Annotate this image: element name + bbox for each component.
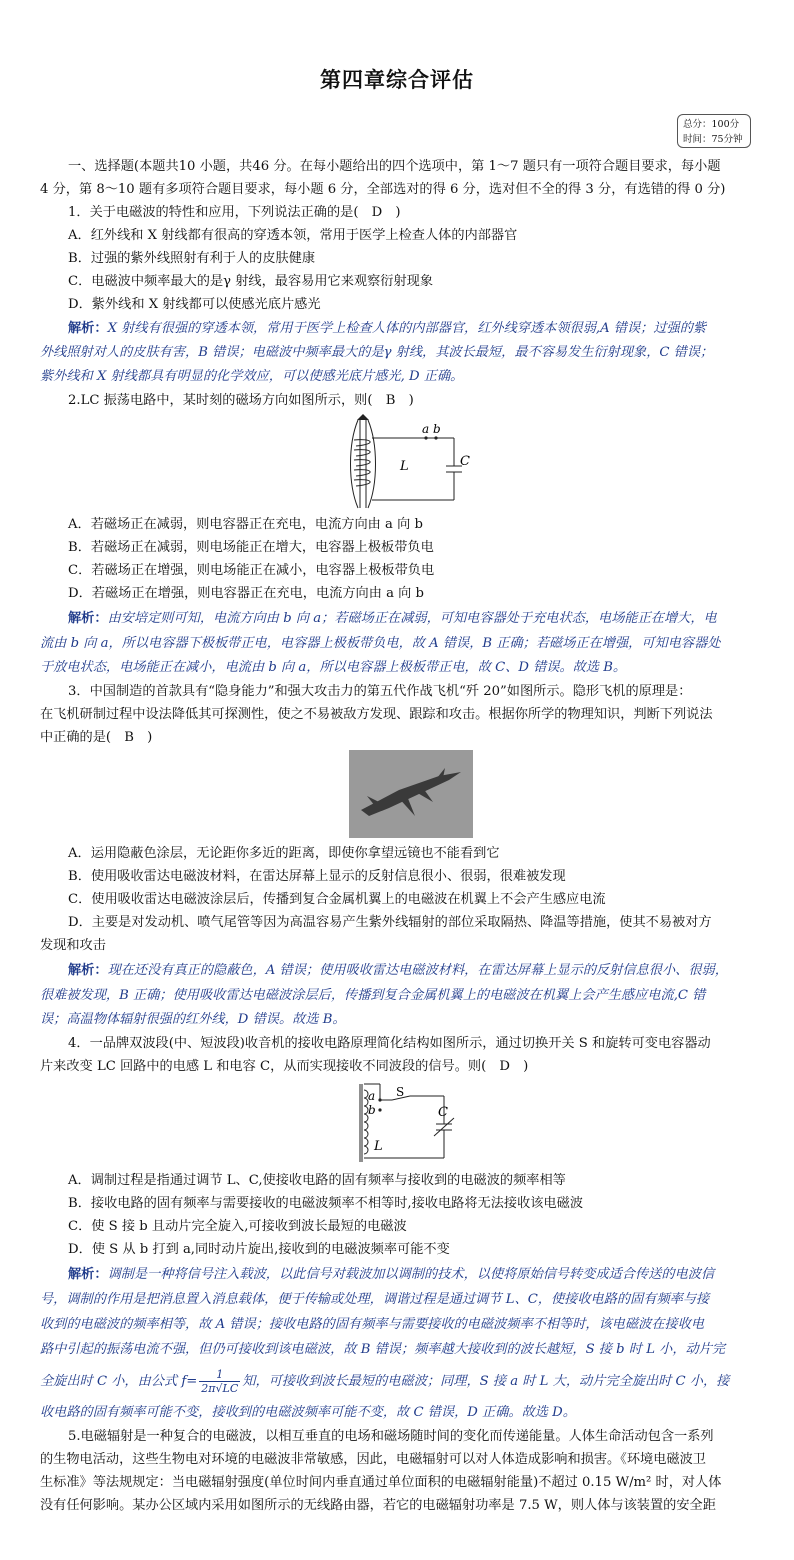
q1-explanation-line1: 解析：X 射线有很强的穿透本领，常用于医学上检查人体的内部器官，红外线穿透本领很弱,A 错误；过强的紫	[68, 321, 707, 336]
explain-tag: 解析：	[68, 1267, 108, 1282]
q3-option-d-line1: D．主要是对发动机、喷气尾管等因为高温容易产生紫外线辐射的部位采取隔热、降温等措施，使其不易被对方	[68, 915, 712, 930]
q3-stem-line2: 在飞机研制过程中设法降低其可探测性，使之不易被敌方发现、跟踪和攻击。根据你所学的物理知识，判断下列说法	[40, 707, 713, 722]
q4-stem-line1: 4．一品牌双波段(中、短波段)收音机的接收电路原理简化结构如图所示，通过切换开关 S 和旋转可变电容器动	[68, 1036, 711, 1051]
section-heading-line1: 一、选择题(本题共10 小题，共46 分。在每小题给出的四个选项中，第 1～7 题只有一项符合题目要求，每小题	[68, 159, 721, 174]
q1-stem: 1．关于电磁波的特性和应用，下列说法正确的是( D )	[68, 205, 401, 220]
fig1-label-a: a	[422, 422, 430, 436]
q4-explanation-line3: 收到的电磁波的频率相等，故 A 错误；接收电路的固有频率与需要接收的电磁波频率不相等时，该电磁波在接收电	[40, 1317, 705, 1332]
fig2-label-c: C	[438, 1105, 448, 1120]
section-heading-line2: 4 分，第 8～10 题有多项符合题目要求，每小题 6 分，全部选对的得 6 分，选对但不全的得 3 分，有选错的得 0 分)	[40, 182, 726, 197]
q4-stem-line2: 片来改变 LC 回路中的电感 L 和电容 C，从而实现接收不同波段的信号。则( D )	[40, 1059, 529, 1074]
q3-stem-line3: 中正确的是( B )	[40, 730, 153, 745]
fig1-label-l: L	[400, 459, 409, 474]
fig1-label-c: C	[460, 454, 470, 469]
q4-option-d: D．使 S 从 b 打到 a,同时动片旋出,接收到的电磁波频率可能不变	[68, 1242, 450, 1257]
q2-option-d: D．若磁场正在增强，则电容器正在充电，电流方向由 a 向 b	[68, 586, 424, 601]
score-box	[677, 114, 751, 148]
q4-option-c: C．使 S 接 b 且动片完全旋入,可接收到波长最短的电磁波	[68, 1219, 407, 1234]
lc-circuit-figure-2	[352, 1080, 472, 1166]
total-label: 总分：	[683, 119, 712, 130]
explain-tag: 解析：	[68, 963, 108, 978]
q4-option-b: B．接收电路的固有频率与需要接收的电磁波频率不相等时,接收电路将无法接收该电磁波	[68, 1196, 584, 1211]
q3-option-c: C．使用吸收雷达电磁波涂层后，传播到复合金属机翼上的电磁波在机翼上不会产生感应电流	[68, 892, 606, 907]
fighter-jet-photo	[349, 750, 473, 838]
q3-option-d-line2: 发现和攻击	[40, 938, 106, 953]
explain-tag: 解析：	[68, 611, 108, 626]
q5-stem-line4: 没有任何影响。某办公区域内采用如图所示的无线路由器，若它的电磁辐射功率是 7.5 W，则人体与该装置的安全距	[40, 1498, 716, 1513]
q1-explanation-line3: 紫外线和 X 射线都具有明显的化学效应，可以使感光底片感光, D 正确。	[40, 369, 464, 384]
q3-explanation-line1: 解析：现在还没有真正的隐蔽色，A 错误；使用吸收雷达电磁波材料，在雷达屏幕上显示的反射信息很小、很弱，	[68, 963, 728, 978]
q2-stem: 2.LC 振荡电路中，某时刻的磁场方向如图所示，则( B )	[68, 393, 414, 408]
q2-explanation-line3: 于放电状态，电场能正在减小，电流由 b 向 a，所以电容器上极板带正电，故 C、D 错误。故选 B。	[40, 660, 627, 675]
formula-denominator: 2π√LC	[201, 1382, 239, 1395]
q3-option-b: B．使用吸收雷达电磁波材料，在雷达屏幕上显示的反射信息很小、很弱，很难被发现	[68, 869, 566, 884]
q2-option-c: C．若磁场正在增强，则电场能正在减小，电容器上极板带负电	[68, 563, 435, 578]
q4-explanation-line4: 路中引起的振荡电流不强，但仍可接收到该电磁波，故 B 错误；频率越大接收到的波长越短，S 接 b 时 L 小，动片完	[40, 1342, 726, 1357]
q4-explanation-line1: 解析：调制是一种将信号注入载波，以此信号对载波加以调制的技术，以使将原始信号转变成适合传送的电波信	[68, 1267, 715, 1282]
total-value: 100分	[711, 119, 740, 130]
fig2-label-l: L	[374, 1139, 383, 1154]
fig2-label-b: b	[368, 1103, 376, 1117]
q2-explanation-line2: 流由 b 向 a，所以电容器下极板带正电，电容器上极板带负电，故 A 错误，B 正确；若磁场正在增强，可知电容器处	[40, 636, 721, 651]
time-label: 时间：	[683, 134, 712, 145]
lc-circuit-figure-1	[342, 414, 472, 512]
q5-stem-line2: 的生物电活动，这些生物电对环境的电磁波非常敏感，因此，电磁辐射可以对人体造成影响和损害。《环境电磁波卫	[40, 1452, 706, 1467]
q1-explanation-line2: 外线照射对人的皮肤有害，B 错误；电磁波中频率最大的是γ 射线，其波长最短，最不容易发生衍射现象，C 错误；	[40, 345, 714, 360]
q4-explanation-line5: 全旋出时 C 小，由公式 f= $\frac{1}{2\pi√LC}$ 知，可接收到波长最短的电磁波；同理，S 接 a 时 L 大，动片完全旋出时 C 小，接	[40, 1368, 730, 1395]
q1-option-c: C．电磁波中频率最大的是γ 射线，最容易用它来观察衍射现象	[68, 274, 434, 289]
q5-stem-line3: 生标准》等法规规定：当电磁辐射强度(单位时间内垂直通过单位面积的电磁辐射能量)不超过 0.15 W/m² 时，对人体	[40, 1475, 722, 1490]
q3-stem-line1: 3．中国制造的首款具有“隐身能力”和强大攻击力的第五代作战飞机“歼 20”如图所示。隐形飞机的原理是：	[68, 684, 692, 699]
q1-option-a: A．红外线和 X 射线都有很高的穿透本领，常用于医学上检查人体的内部器官	[68, 228, 518, 243]
fig2-label-s: S	[396, 1085, 405, 1099]
fig1-label-b: b	[433, 422, 441, 436]
q3-explanation-line2: 很难被发现，B 正确；使用吸收雷达电磁波涂层后，传播到复合金属机翼上的电磁波在机翼上会产生感应电流,C 错	[40, 988, 706, 1003]
q1-option-d: D．紫外线和 X 射线都可以使感光底片感光	[68, 297, 321, 312]
time-value: 75分钟	[711, 134, 743, 145]
fig2-label-a: a	[368, 1089, 376, 1103]
formula-fraction	[199, 1368, 240, 1395]
formula-numerator: 1	[199, 1368, 240, 1382]
q4-explanation-line6: 收电路的固有频率可能不变，接收到的电磁波频率可能不变，故 C 错误，D 正确。故选 D。	[40, 1405, 576, 1420]
q3-option-a: A．运用隐蔽色涂层，无论距你多近的距离，即使你拿望远镜也不能看到它	[68, 846, 500, 861]
q2-option-b: B．若磁场正在减弱，则电场能正在增大，电容器上极板带负电	[68, 540, 434, 555]
q2-explanation-line1: 解析：由安培定则可知，电流方向由 b 向 a；若磁场正在减弱，可知电容器处于充电状态，电场能正在增大，电	[68, 611, 717, 626]
q5-stem-line1: 5.电磁辐射是一种复合的电磁波，以相互垂直的电场和磁场随时间的变化而传递能量。人体生命活动包含一系列	[68, 1429, 714, 1444]
q1-option-b: B．过强的紫外线照射有利于人的皮肤健康	[68, 251, 316, 266]
q4-option-a: A．调制过程是指通过调节 L、C,使接收电路的固有频率与接收到的电磁波的频率相等	[68, 1173, 566, 1188]
q3-explanation-line3: 误；高温物体辐射很强的红外线，D 错误。故选 B。	[40, 1012, 346, 1027]
explain-tag: 解析：	[68, 321, 108, 336]
page-title: 第四章综合评估	[320, 68, 474, 92]
q2-option-a: A．若磁场正在减弱，则电容器正在充电，电流方向由 a 向 b	[68, 517, 423, 532]
q4-explanation-line2: 号，调制的作用是把消息置入消息载体，便于传输或处理，调谐过程是通过调节 L、C，使接收电路的固有频率与接	[40, 1292, 710, 1307]
